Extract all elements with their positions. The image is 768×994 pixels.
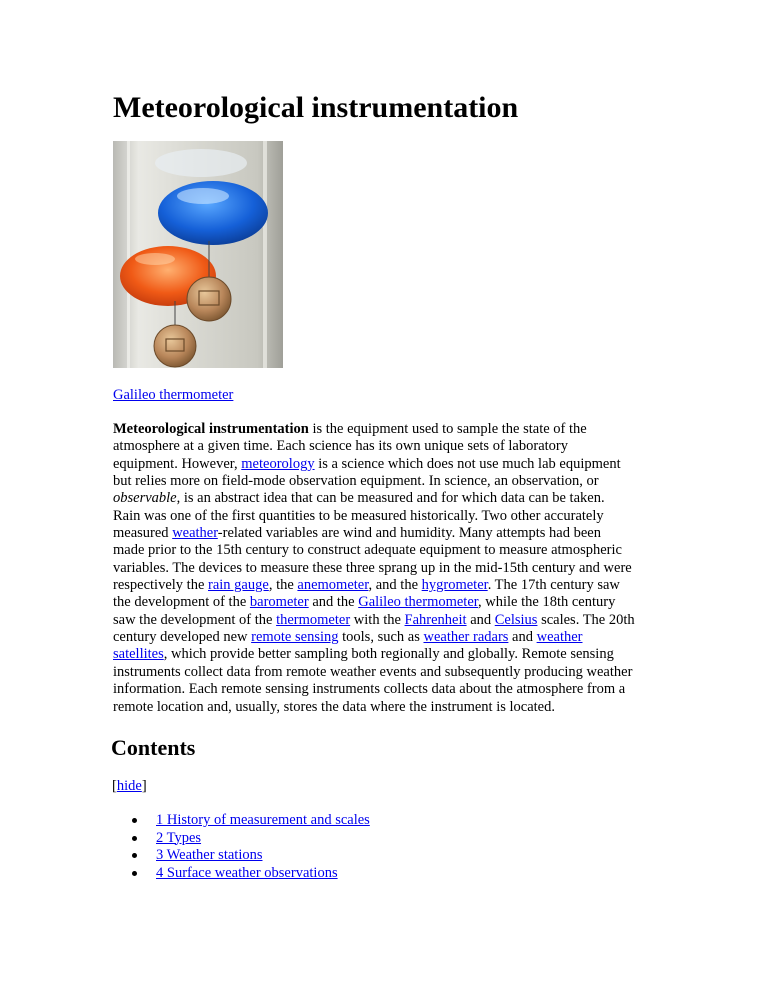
- thermometer-link[interactable]: thermometer: [276, 611, 351, 628]
- weather-link[interactable]: weather: [172, 525, 218, 542]
- toc-link-weather-stations[interactable]: 3 Weather stations: [156, 847, 263, 863]
- bold-term: Meteorological instrumentation: [113, 421, 309, 437]
- anemometer-link[interactable]: anemometer: [297, 577, 369, 594]
- contents-heading: Contents: [111, 735, 196, 760]
- fahrenheit-link[interactable]: Fahrenheit: [404, 611, 467, 628]
- toc-toggle: [hide]: [112, 778, 147, 794]
- barometer-link[interactable]: barometer: [249, 594, 309, 611]
- bullet-icon: [132, 818, 137, 823]
- bullet-icon: [132, 853, 137, 858]
- weather-satellites-link[interactable]: weather: [536, 629, 583, 646]
- toc-link-types[interactable]: 2 Types: [156, 829, 202, 846]
- table-of-contents: [130, 812, 370, 882]
- intro-paragraph: Meteorological instrumentation is the equipment used to sample the state of the atmosphere at a given time. Each science has its own unique sets of laboratory equipment. However, meteorology is a science which does not use much lab equipment but relies more on field-mode observation equipment. In science, an observation, or observable, is an abstract idea that can be measured and for which data can be taken. Rain was one of the first quantities to be measured historically. Two other accurately measured weather-related variables are wind and humidity. Many attempts had been made prior to the 15th century to construct adequate equipment to measure atmospheric variables. The devices to measure these three sprang up in the mid-15th century and were respectively the rain gauge, the anemometer, and the hygrometer. The 17th century saw the development of the barometer and the Galileo thermometer, while the 18th century saw the development of the thermometer with the Fahrenheit and Celsius scales. The 20th century developed new remote sensing tools, such as weather radars and weather satellites, which provide better sampling both regionally and globally. Remote sensing instruments collect data from remote weather events and subsequently producing weather information. Each remote sensing instruments collects data about the atmosphere from a remote location and, usually, stores the data where the instrument is located.: [113, 421, 635, 715]
- remote-sensing-link[interactable]: remote sensing: [251, 629, 339, 646]
- galileo-thermometer-image: [113, 141, 283, 368]
- hide-toc-link[interactable]: hide: [116, 778, 142, 794]
- weather-satellites-link-cont[interactable]: satellites: [113, 646, 164, 663]
- image-caption: [113, 386, 233, 404]
- meteorology-link[interactable]: meteorology: [241, 455, 315, 472]
- italic-term: observable: [113, 490, 177, 507]
- celsius-link[interactable]: Celsius: [494, 611, 538, 628]
- galileo-thermometer-link[interactable]: Galileo thermometer: [358, 594, 479, 611]
- hygrometer-link[interactable]: hygrometer: [421, 577, 488, 594]
- bullet-icon: [132, 871, 137, 876]
- toc-item: [130, 830, 370, 848]
- galileo-thermometer-caption-link[interactable]: Galileo thermometer: [113, 387, 234, 403]
- toc-item: [130, 812, 370, 830]
- weather-radars-link[interactable]: weather radars: [423, 629, 509, 646]
- bullet-icon: [132, 836, 137, 841]
- toc-link-history[interactable]: 1 History of measurement and scales: [156, 812, 370, 828]
- toc-item: [130, 865, 370, 883]
- rain-gauge-link[interactable]: rain gauge: [208, 577, 269, 594]
- toc-link-surface-observations[interactable]: 4 Surface weather observations: [156, 864, 338, 881]
- toc-item: [130, 847, 370, 865]
- page-title: Meteorological instrumentation: [113, 91, 519, 124]
